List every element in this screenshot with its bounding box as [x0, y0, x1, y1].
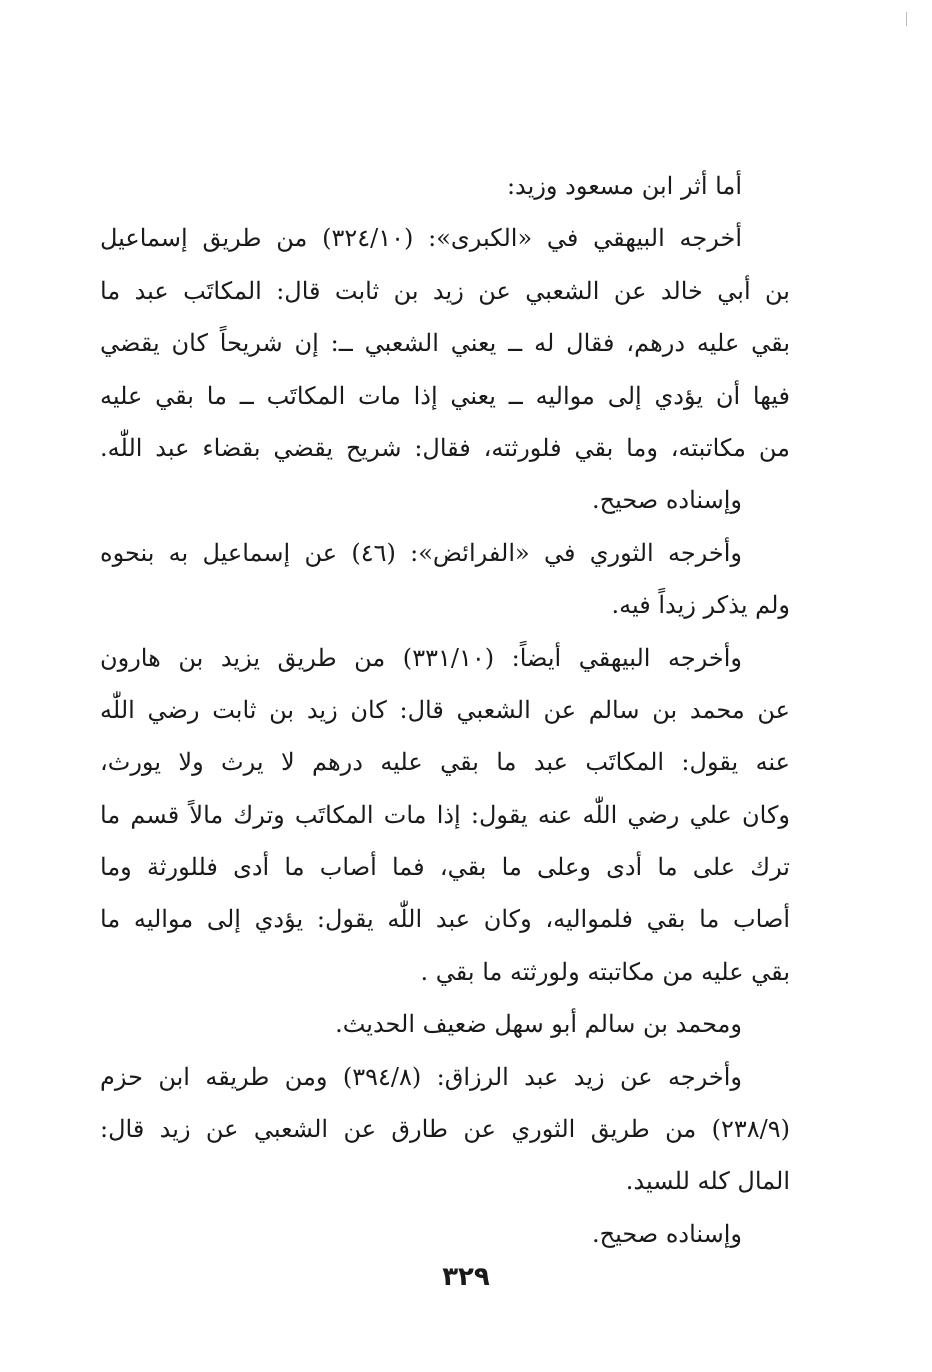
text-line: فيها أن يؤدي إلى مواليه ــ يعني إذا مات المكاتَب ــ ما بقي عليه	[100, 381, 790, 410]
text-line: وأخرجه عن زيد عبد الرزاق: (٣٩٤/٨) ومن طريقه ابن حزم	[100, 1062, 742, 1091]
text-line: عن محمد بن سالم عن الشعبي قال: كان زيد بن ثابت رضي اللّٰه	[100, 695, 790, 724]
text-line: أخرجه البيهقي في «الكبرى»: (٣٢٤/١٠) من طريق إسماعيل	[100, 224, 742, 253]
text-line: (٢٣٨/٩) من طريق الثوري عن طارق عن الشعبي عن زيد قال:	[100, 1115, 790, 1144]
text-line: وأخرجه الثوري في «الفرائض»: (٤٦) عن إسماعيل به بنحوه	[100, 538, 742, 567]
text-line: بقي عليه من مكاتبته ولورثته ما بقي .	[420, 957, 790, 986]
text-line: من مكاتبته، وما بقي فلورثته، فقال: شريح يقضي بقضاء عبد اللّٰه.	[100, 433, 790, 462]
text-line: بن أبي خالد عن الشعبي عن زيد بن ثابت قال: المكاتَب عبد ما	[100, 276, 790, 305]
text-line: بقي عليه درهم، فقال له ــ يعني الشعبي ــ: إن شريحاً كان يقضي	[100, 329, 790, 358]
body-text	[100, 160, 790, 1260]
text-line: وإسناده صحيح.	[591, 486, 742, 515]
text-line: أما أثر ابن مسعود وزيد:	[506, 172, 742, 200]
text-line: وإسناده صحيح.	[591, 1219, 742, 1248]
text-line: وأخرجه البيهقي أيضاً: (٣٣١/١٠) من طريق يزيد بن هارون	[100, 643, 743, 672]
text-line: ولم يذكر زيداً فيه.	[611, 591, 790, 620]
text-line: أصاب ما بقي فلمواليه، وكان عبد اللّٰه يقول: يؤدي إلى مواليه ما	[100, 905, 790, 934]
scan-mark	[906, 12, 907, 26]
text-line: المال كله للسيد.	[625, 1167, 790, 1196]
text-line: وكان علي رضي اللّٰه عنه يقول: إذا مات المكاتَب وترك مالاً قسم ما	[100, 800, 790, 829]
text-line: عنه يقول: المكاتَب عبد ما بقي عليه درهم لا يرث ولا يورث،	[100, 748, 790, 777]
text-line: ومحمد بن سالم أبو سهل ضعيف الحديث.	[335, 1010, 742, 1039]
text-line: ترك على ما أدى وعلى ما بقي، فما أصاب ما أدى فللورثة وما	[100, 853, 790, 882]
page-number: ٣٢٩	[442, 1262, 490, 1292]
